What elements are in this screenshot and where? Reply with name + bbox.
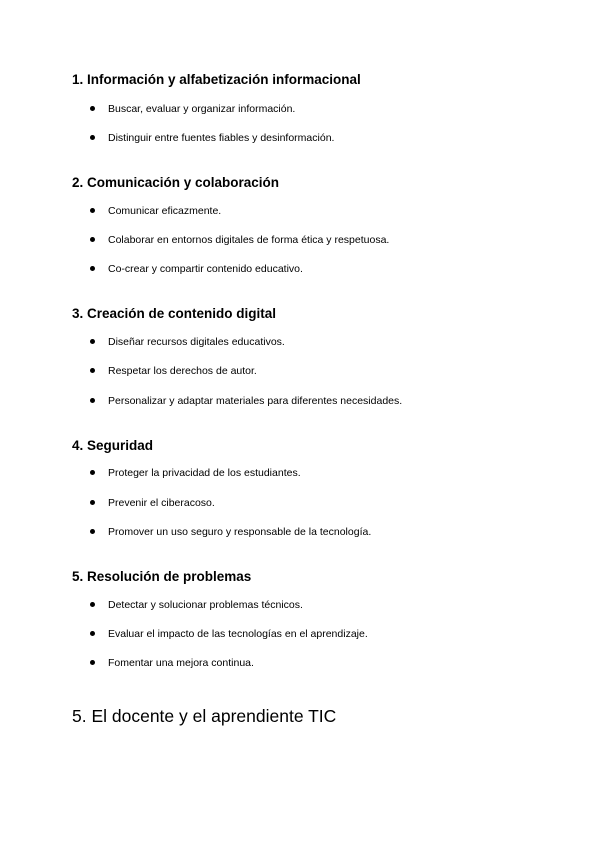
bullet-icon — [90, 339, 95, 344]
section-heading-2: 2. Comunicación y colaboración — [72, 175, 280, 190]
bullet-icon — [90, 602, 95, 607]
list-item-text: Comunicar eficazmente. — [108, 205, 222, 217]
bullet-icon — [90, 237, 95, 242]
section-heading-1: 1. Información y alfabetización informacional — [72, 72, 361, 87]
bullet-icon — [90, 529, 95, 534]
list-item-text: Distinguir entre fuentes fiables y desinformación. — [108, 132, 335, 144]
bullet-icon — [90, 470, 95, 475]
list-item-text: Detectar y solucionar problemas técnicos. — [108, 599, 303, 611]
bullet-icon — [90, 368, 95, 373]
bullet-icon — [90, 660, 95, 665]
bullet-icon — [90, 500, 95, 505]
bullet-icon — [90, 266, 95, 271]
list-item-text: Co-crear y compartir contenido educativo. — [108, 263, 303, 275]
bullet-icon — [90, 135, 95, 140]
list-item-text: Prevenir el ciberacoso. — [108, 497, 215, 509]
list-item-text: Fomentar una mejora continua. — [108, 657, 254, 669]
section-heading-4: 4. Seguridad — [72, 438, 154, 453]
list-item-text: Proteger la privacidad de los estudiantes. — [108, 467, 301, 479]
section-heading-5: 5. Resolución de problemas — [72, 569, 252, 584]
bullet-icon — [90, 208, 95, 213]
bullet-icon — [90, 106, 95, 111]
list-item-text: Respetar los derechos de autor. — [108, 365, 257, 377]
bullet-icon — [90, 631, 95, 636]
list-item-text: Promover un uso seguro y responsable de la tecnología. — [108, 526, 372, 538]
list-item-text: Colaborar en entornos digitales de forma ética y respetuosa. — [108, 234, 390, 246]
list-item-text: Diseñar recursos digitales educativos. — [108, 336, 285, 348]
bullet-icon — [90, 398, 95, 403]
list-item-text: Evaluar el impacto de las tecnologías en el aprendizaje. — [108, 628, 368, 640]
list-item-text: Buscar, evaluar y organizar información. — [108, 103, 296, 115]
chapter-heading: 5. El docente y el aprendiente TIC — [72, 706, 337, 726]
section-heading-3: 3. Creación de contenido digital — [72, 306, 277, 321]
list-item-text: Personalizar y adaptar materiales para diferentes necesidades. — [108, 395, 403, 407]
